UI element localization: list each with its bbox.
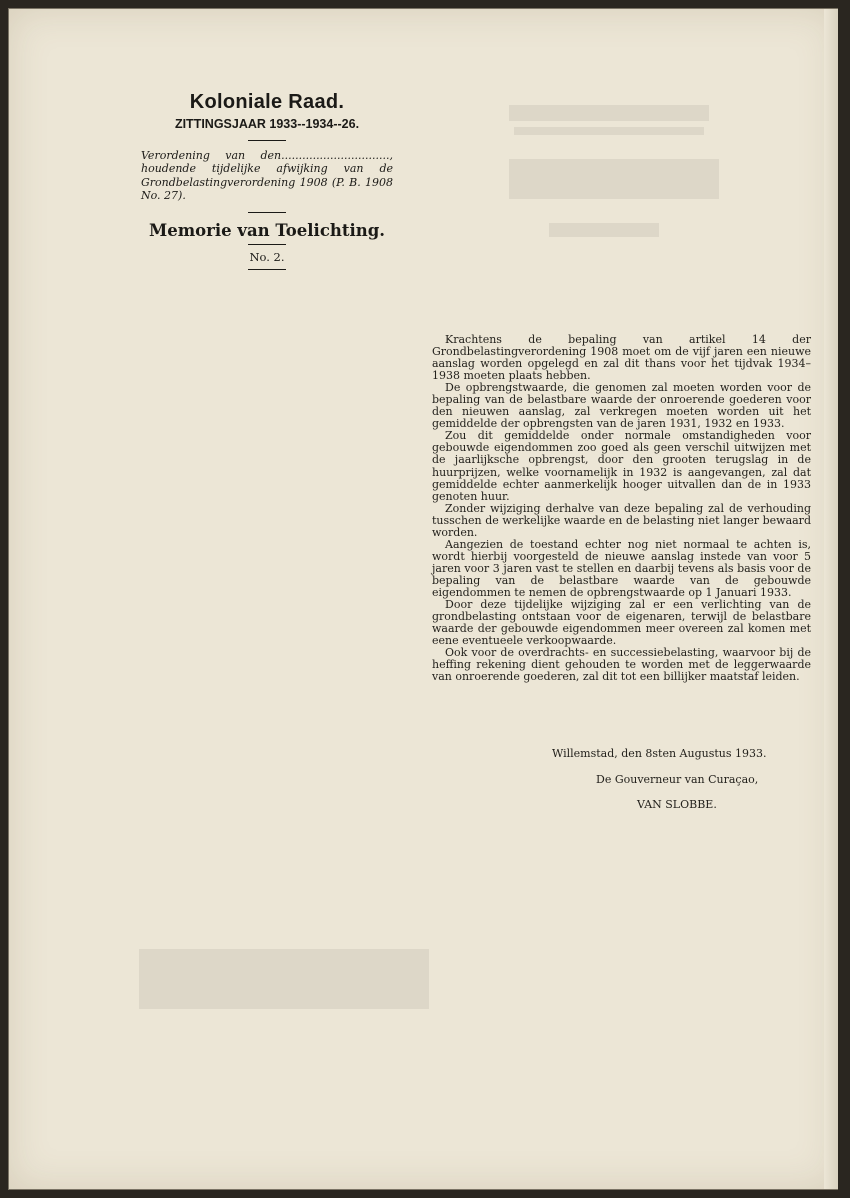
session-year: ZITTINGSJAAR 1933--1934--26. [174,117,360,131]
bleed-through-block [549,223,659,237]
ordinance-description: Verordening van den..............................., houdende tijdelijke afwijking van de Grondbelastingverordening 1908 (P. B. 1908 No. 27). [141,149,393,203]
paragraph: Aangezien de toestand echter nog niet normaal te achten is, wordt hierbij voorgesteld de nieuwe aanslag instede van voor 5 jaren voor 3 jaren vast te stellen en daarbij tevens als basis voor de bepaling van de belastbare waarde van de gebouwde eigendommen te nemen de opbrengstwaarde op 1 Januari 1933. [432,537,811,599]
divider [248,212,286,213]
paragraph: De opbrengstwaarde, die genomen zal moeten worden voor de bepaling van de belastbare waarde der onroerende goederen voor den nieuwen aanslag, zal verkregen moeten worden uit het gemiddelde der opbrengsten van de jaren 1931, 1932 en 1933. [432,381,811,431]
divider [248,140,286,141]
document-number: No. 2. [249,249,285,264]
explanatory-memorandum-body [432,334,811,683]
governor-title: De Gouverneur van Curaçao, [596,773,759,786]
divider [248,244,286,245]
bleed-through-block [139,949,429,1009]
bleed-through-block [509,105,709,121]
paragraph: Zonder wijziging derhalve van deze bepaling zal de verhouding tusschen de werkelijke waarde en de belasting niet langer bewaard worden. [432,501,811,539]
divider [248,269,286,270]
signature: VAN SLOBBE. [637,798,717,811]
memorie-heading: Memorie van Toelichting. [148,220,386,240]
paragraph: Door deze tijdelijke wijziging zal er een verlichting van de grondbelasting ontstaan voor de eigenaren, terwijl de belastbare waarde der gebouwde eigendommen meer overeen zal komen met eene eventueele verkoopwaarde. [432,598,811,648]
bleed-through-block [509,159,719,199]
paragraph: Zou dit gemiddelde onder normale omstandigheden voor gebouwde eigendommen zoo goed als geen verschil uitwijzen met de jaarlijksche opbrengst, door den grooten terugslag in de huurprijzen, welke voornamelijk in 1932 is aangevangen, zal dat gemiddelde echter aanmerkelijk hooger uitvallen dan de in 1933 genoten huur. [432,429,811,503]
place-and-date: Willemstad, den 8sten Augustus 1933. [552,747,767,760]
paragraph: Ook voor de overdrachts- en successiebelasting, waarvoor bij de heffing rekening dient gehouden te worden met de leggerwaarde van onroerende goederen, zal dit tot een billijker maatstaf leiden. [432,646,811,684]
paragraph: Krachtens de bepaling van artikel 14 der Grondbelastingverordening 1908 moet om de vijf jaren een nieuwe aanslag worden opgelegd en zal dit thans voor het tijdvak 1934–1938 moeten plaats hebben. [432,333,811,383]
bleed-through-block [514,127,704,135]
document-page [8,8,838,1190]
document-header [137,91,397,270]
council-title: Koloniale Raad. [189,91,345,113]
